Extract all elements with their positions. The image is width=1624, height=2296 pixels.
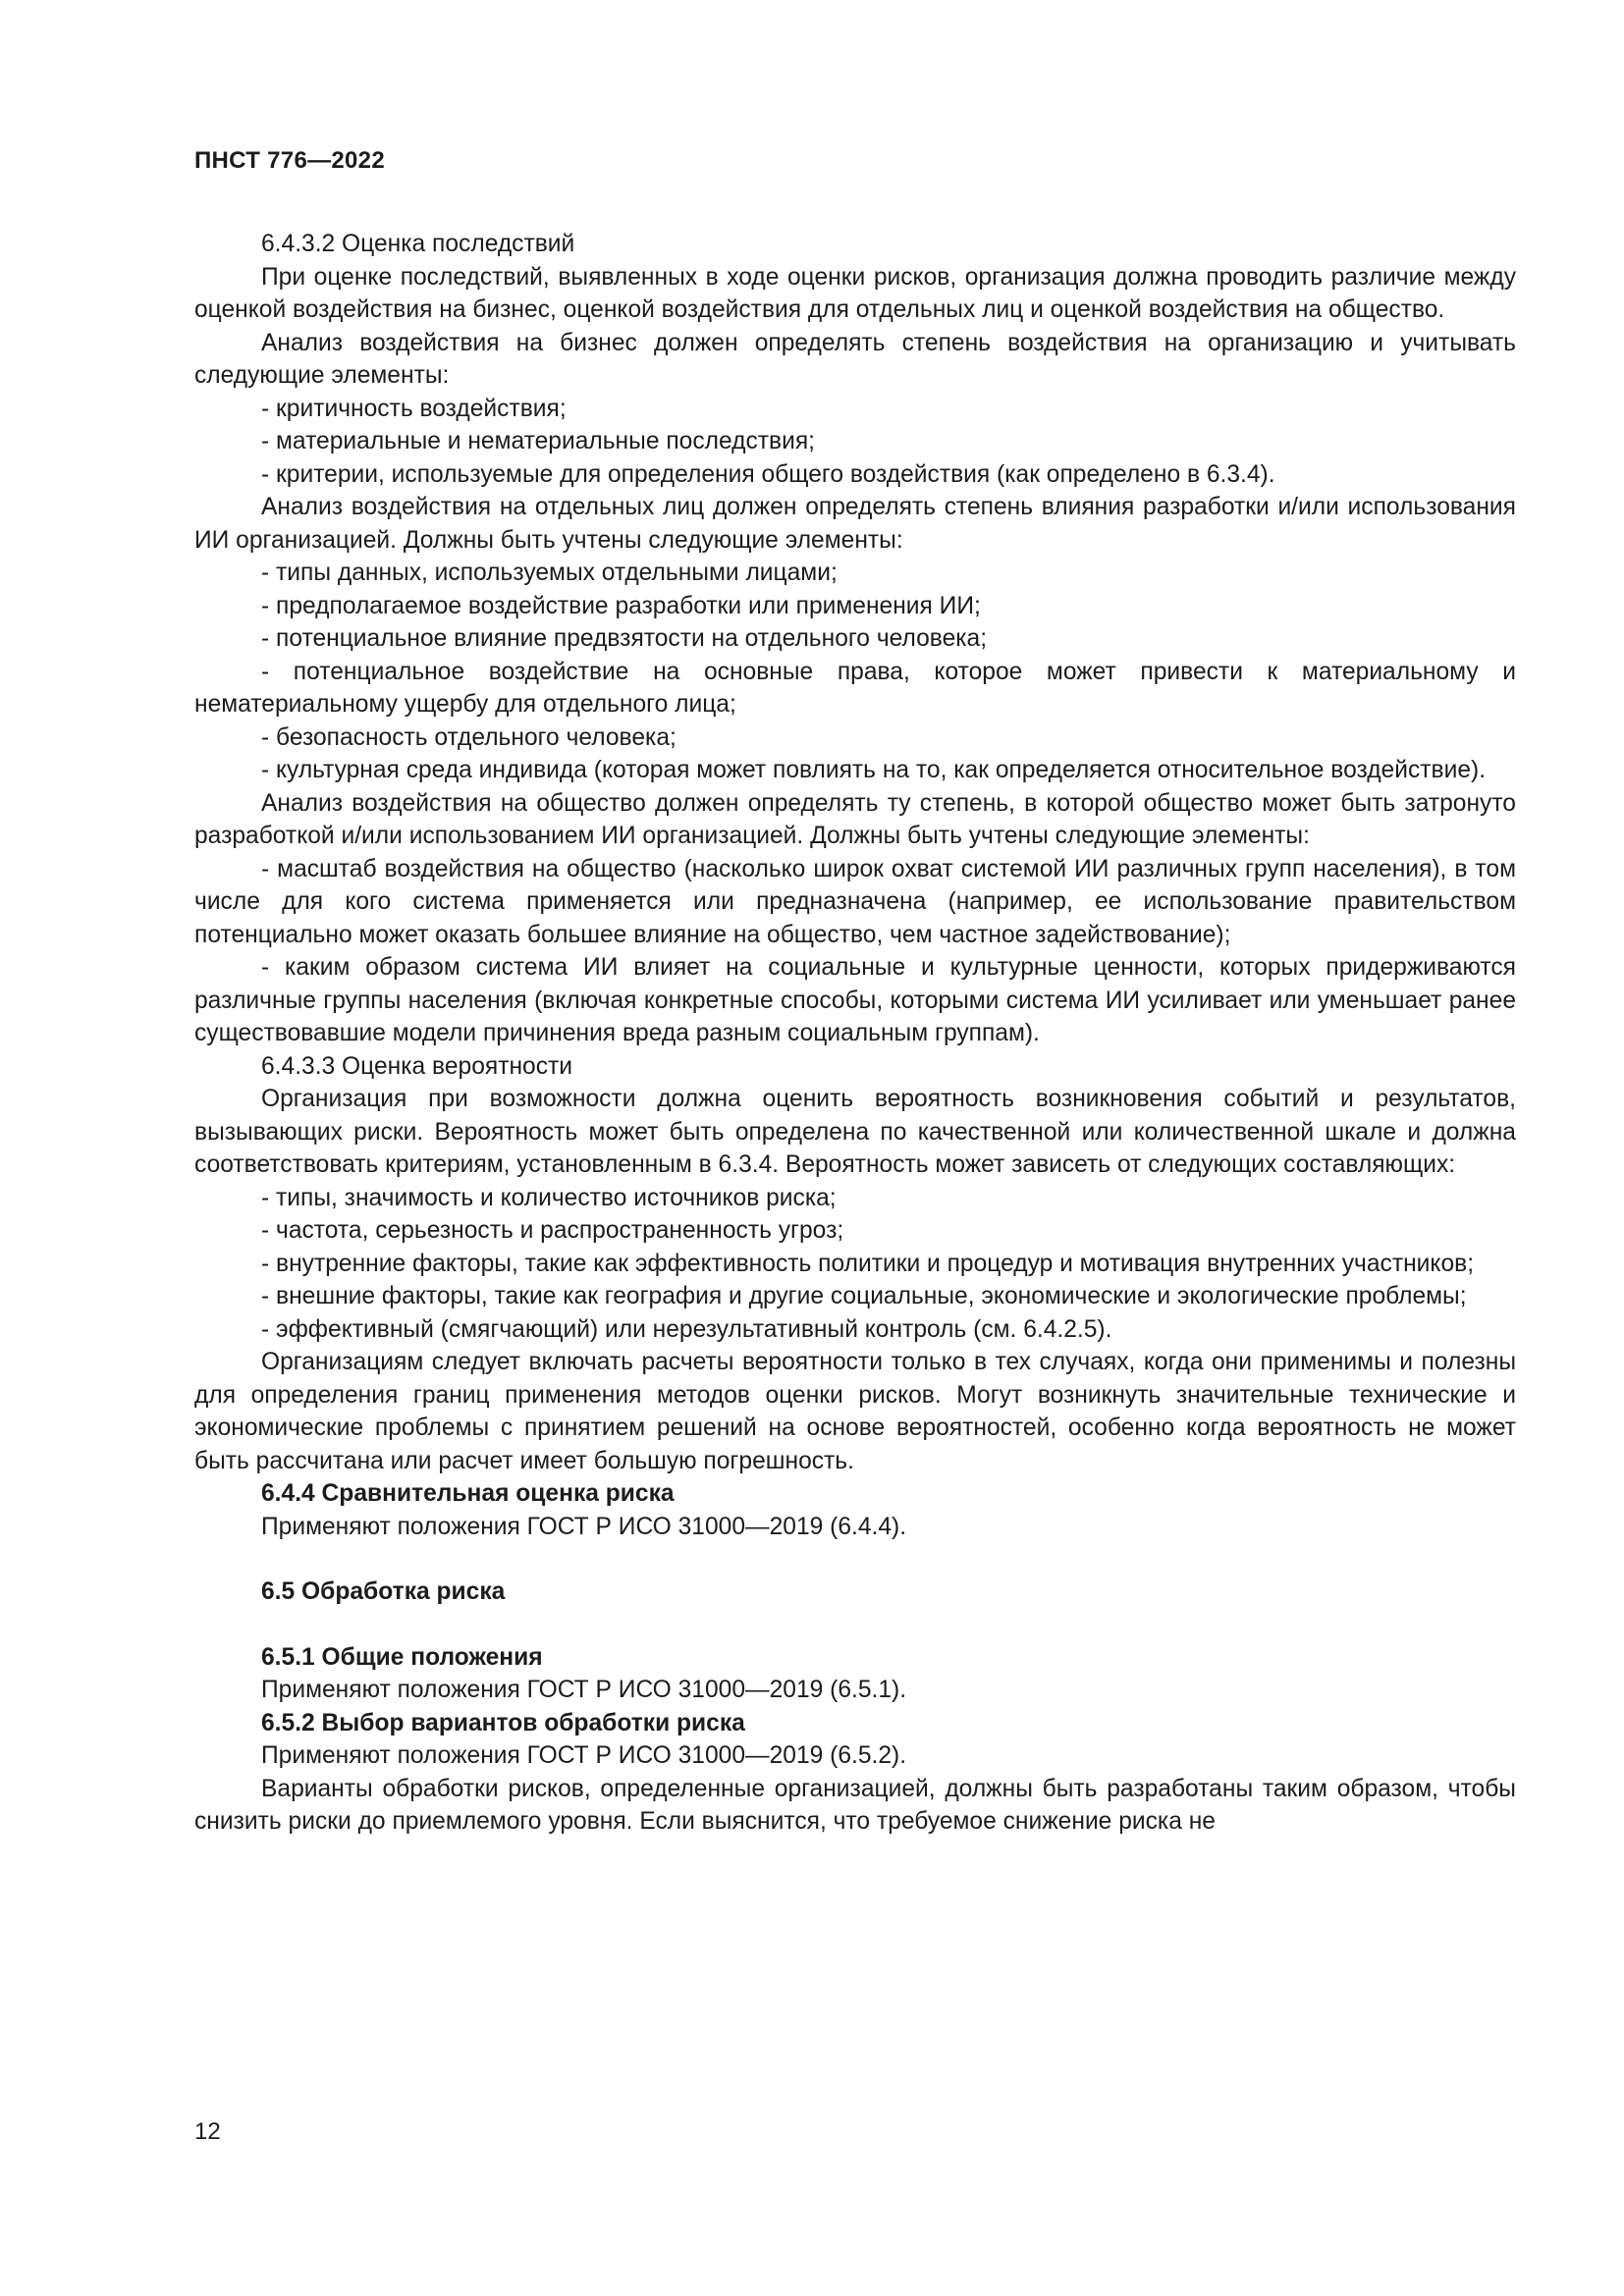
paragraph: Анализ воздействия на отдельных лиц должен определять степень влияния разработки и/или использования ИИ организацией. Должны быть учтены следующие элементы: (194, 494, 1516, 554)
list-item: - материальные и нематериальные последствия; (261, 428, 815, 454)
list-item: - каким образом система ИИ влияет на социальные и культурные ценности, которых придерживаются различные группы населения (включая конкретные способы, которыми система ИИ усиливает или уменьшает ранее существовавшие модели причинения вреда разным социальным группам). (194, 954, 1516, 1046)
paragraph: Организациям следует включать расчеты вероятности только в тех случаях, когда они применимы и полезны для определения границ применения методов оценки рисков. Могут возникнуть значительные технические и экономические проблемы с принятием решений на основе вероятностей, особенно когда вероятность не может быть рассчитана или расчет имеет большую погрешность. (194, 1349, 1516, 1474)
list-item: - потенциальное влияние предвзятости на отдельного человека; (261, 625, 988, 652)
section-heading: 6.4.4 Сравнительная оценка риска (261, 1480, 675, 1507)
paragraph: Анализ воздействия на общество должен определять ту степень, в которой общество может быть затронуто разработкой и/или использованием ИИ организацией. Должны быть учтены следующие элементы: (194, 789, 1516, 849)
paragraph: При оценке последствий, выявленных в ходе оценки рисков, организация должна проводить различие между оценкой воздействия на бизнес, оценкой воздействия для отдельных лиц и оценкой воздействия на общество. (194, 263, 1516, 323)
section-heading: 6.5 Обработка риска (261, 1578, 506, 1605)
list-item: - типы, значимость и количество источников риска; (261, 1184, 837, 1211)
paragraph: Применяют положения ГОСТ Р ИСО 31000—2019 (6.4.4). (261, 1513, 907, 1540)
paragraph: Организация при возможности должна оценить вероятность возникновения событий и результатов, вызывающих риски. Вероятность может быть определена по качественной или количественной шкале и должна соответствовать критериям, установленным в 6.3.4. Вероятность может зависеть от следующих составляющих: (194, 1086, 1516, 1178)
subsection-heading: 6.4.3.2 Оценка последствий (261, 231, 575, 257)
list-item: - безопасность отдельного человека; (261, 723, 677, 751)
list-item: - критичность воздействия; (261, 395, 567, 422)
list-item: - культурная среда индивида (которая может повлиять на то, как определяется относительное воздействие). (261, 757, 1487, 783)
list-item: - типы данных, используемых отдельными лицами; (261, 560, 838, 586)
list-item: - внутренние факторы, такие как эффективность политики и процедур и мотивация внутренних участников; (261, 1250, 1475, 1277)
page-content (194, 228, 1516, 1839)
document-header: ПНСТ 776—2022 (194, 147, 385, 174)
list-item: - эффективный (смягчающий) или нерезультативный контроль (см. 6.4.2.5). (261, 1315, 1112, 1343)
section-heading: 6.5.1 Общие положения (261, 1643, 543, 1671)
paragraph: Анализ воздействия на бизнес должен определять степень воздействия на организацию и учитывать следующие элементы: (194, 329, 1516, 389)
list-item: - внешние факторы, такие как география и другие социальные, экономические и экологические проблемы; (261, 1283, 1467, 1309)
section-heading: 6.5.2 Выбор вариантов обработки риска (261, 1709, 745, 1736)
list-item: - частота, серьезность и распространенность угроз; (261, 1217, 844, 1244)
page-number: 12 (194, 2118, 221, 2145)
paragraph: Применяют положения ГОСТ Р ИСО 31000—2019 (6.5.1). (261, 1677, 907, 1703)
paragraph: Применяют положения ГОСТ Р ИСО 31000—2019 (6.5.2). (261, 1742, 907, 1769)
list-item: - масштаб воздействия на общество (насколько широк охват системой ИИ различных групп населения), в том числе для кого система применяется или предназначена (например, ее использование правительством потенциально может оказать большее влияние на общество, чем частное задействование); (194, 855, 1516, 948)
list-item: - предполагаемое воздействие разработки или применения ИИ; (261, 592, 981, 619)
list-item: - критерии, используемые для определения общего воздействия (как определено в 6.3.4). (261, 460, 1275, 488)
subsection-heading: 6.4.3.3 Оценка вероятности (261, 1052, 573, 1080)
list-item: - потенциальное воздействие на основные права, которое может привести к материальному и нематериальному ущербу для отдельного лица; (194, 658, 1516, 718)
paragraph: Варианты обработки рисков, определенные организацией, должны быть разработаны таким образом, чтобы снизить риски до приемлемого уровня. Если выяснится, что требуемое снижение риска не (194, 1775, 1516, 1835)
